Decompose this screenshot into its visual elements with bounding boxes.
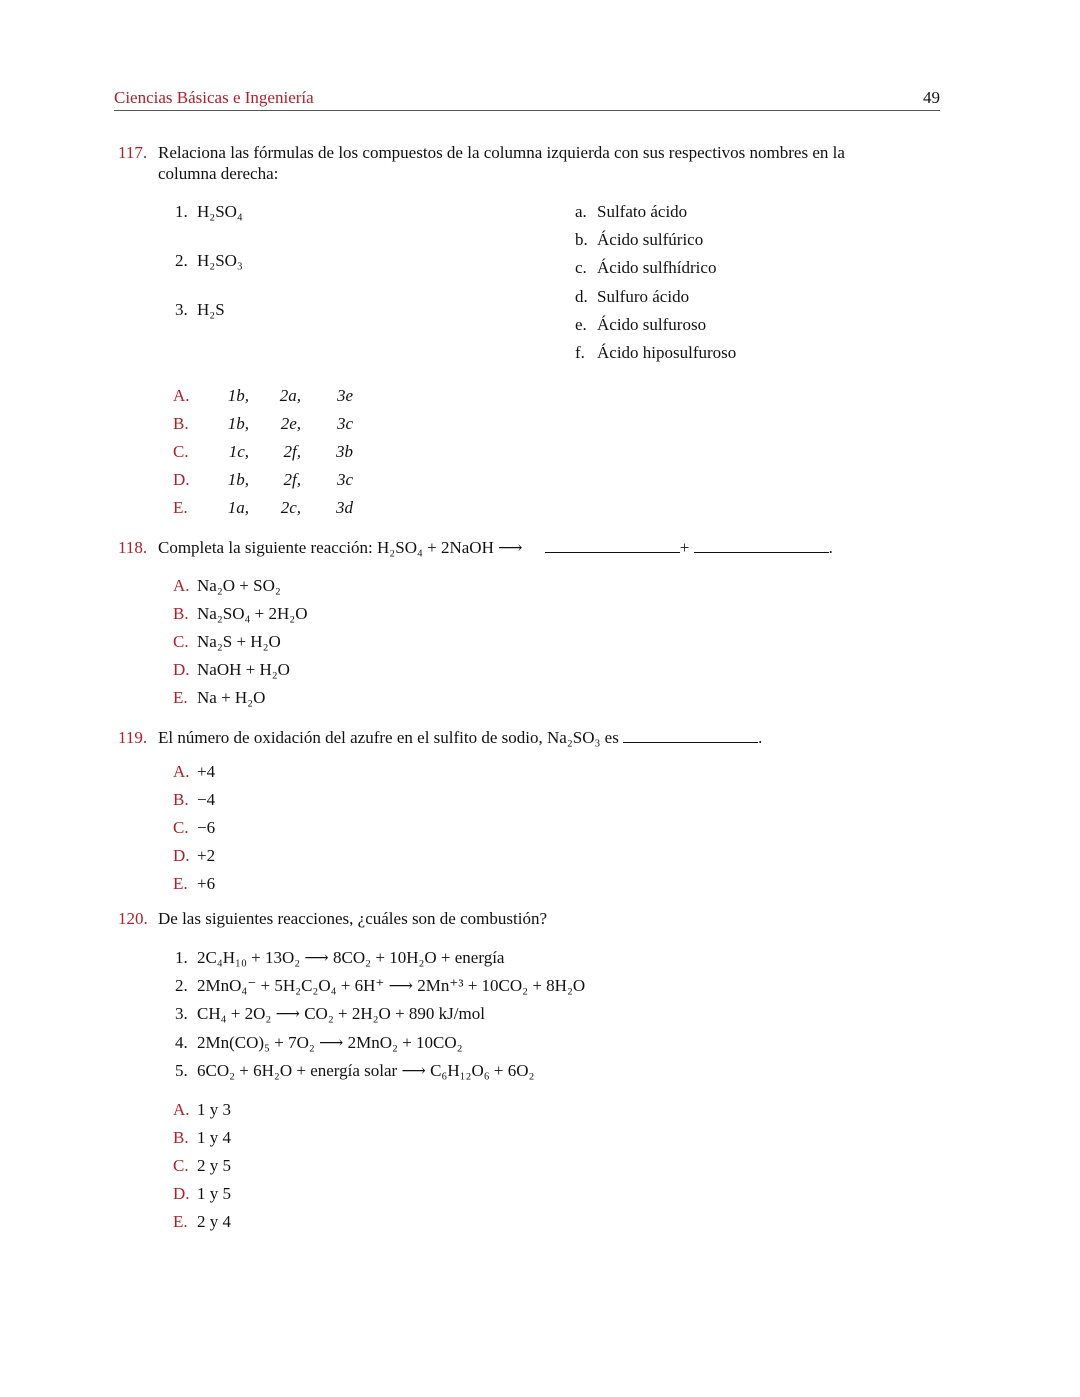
name-item-text: Sulfuro ácido (597, 287, 690, 306)
reaction-item-number: 2. (175, 976, 188, 995)
formula-item (175, 202, 243, 222)
reaction-item-text: 2Mn(CO)₅ + 7O₂ ⟶ 2MnO₂ + 10CO₂ (197, 1033, 463, 1052)
formula-item (175, 300, 225, 320)
option-label: E. (173, 1212, 188, 1231)
q117-option[interactable] (173, 386, 353, 406)
name-item (575, 343, 736, 363)
q120-option[interactable] (173, 1156, 231, 1176)
option-c2: 2f, (283, 442, 301, 461)
option-c2: 2f, (283, 470, 301, 489)
name-item (575, 258, 716, 278)
reaction-item-number: 5. (175, 1061, 188, 1080)
reaction-item (175, 948, 504, 968)
question-119-text (158, 728, 762, 748)
name-item-text: Sulfato ácido (597, 202, 688, 221)
q119-option[interactable] (173, 846, 215, 866)
q117-option[interactable] (173, 498, 353, 518)
option-c3: 3d (336, 498, 353, 517)
option-label: D. (173, 660, 190, 679)
q119-option[interactable] (173, 874, 215, 894)
option-text: 1 y 5 (197, 1184, 231, 1203)
option-c3: 3c (336, 414, 353, 433)
option-text: Na₂O + SO₂ (197, 576, 281, 595)
option-c1: 1a, (227, 498, 249, 517)
option-label: E. (173, 498, 188, 517)
option-text: +2 (197, 846, 216, 865)
option-label: A. (173, 576, 190, 595)
reaction-item-number: 1. (175, 948, 188, 967)
option-label: B. (173, 1128, 189, 1147)
option-text: Na₂S + H₂O (197, 632, 281, 651)
formula-item-number: 2. (175, 251, 188, 270)
page-number: 49 (923, 88, 940, 107)
reaction-item (175, 1033, 463, 1053)
option-label: B. (173, 604, 189, 623)
name-item-text: Ácido sulfúrico (597, 230, 704, 249)
answer-blank-1 (545, 538, 680, 553)
q118-option[interactable] (173, 576, 281, 596)
name-item-number: a. (575, 202, 587, 221)
name-item (575, 315, 706, 335)
page-header (114, 88, 940, 111)
option-label: B. (173, 790, 189, 809)
option-text: Na₂SO₄ + 2H₂O (197, 604, 308, 623)
q118-option[interactable] (173, 632, 281, 652)
name-item-number: f. (575, 343, 585, 362)
option-c2: 2a, (279, 386, 301, 405)
option-c1: 1b, (227, 470, 249, 489)
option-label: C. (173, 818, 189, 837)
name-item-text: Ácido sulfuroso (597, 315, 707, 334)
option-label: D. (173, 1184, 190, 1203)
q118-option[interactable] (173, 688, 265, 708)
option-label: C. (173, 632, 189, 651)
question-117-text-cont: columna derecha: (158, 164, 279, 183)
option-c2: 2c, (280, 498, 301, 517)
answer-blank (623, 728, 758, 743)
option-text: 1 y 3 (197, 1100, 231, 1119)
name-item-number: d. (575, 287, 588, 306)
q117-option[interactable] (173, 470, 353, 490)
formula-item-text: H₂S (197, 300, 225, 319)
option-label: A. (173, 1100, 190, 1119)
formula-item-text: H₂SO₄ (197, 202, 243, 221)
name-item (575, 202, 687, 222)
option-text: 1 y 4 (197, 1128, 231, 1147)
q120-option[interactable] (173, 1184, 231, 1204)
q120-option[interactable] (173, 1128, 231, 1148)
option-c1: 1c, (228, 442, 249, 461)
option-c1: 1b, (227, 414, 249, 433)
option-c3: 3c (336, 470, 353, 489)
option-label: E. (173, 874, 188, 893)
formula-item (175, 251, 243, 271)
option-label: C. (173, 442, 189, 461)
option-text: +6 (197, 874, 216, 893)
option-label: E. (173, 688, 188, 707)
q118-option[interactable] (173, 660, 290, 680)
reaction-item (175, 976, 585, 996)
header-title: Ciencias Básicas e Ingeniería (114, 88, 314, 107)
option-label: C. (173, 1156, 189, 1175)
option-text: −4 (197, 790, 216, 809)
reaction-item (175, 1004, 485, 1024)
reaction-item-number: 4. (175, 1033, 188, 1052)
reaction-item-text: 2C₄H₁₀ + 13O₂ ⟶ 8CO₂ + 10H₂O + energía (197, 948, 505, 967)
option-text: 2 y 4 (197, 1212, 231, 1231)
q120-option[interactable] (173, 1212, 231, 1232)
question-number-120: 120. (118, 909, 148, 928)
option-text: 2 y 5 (197, 1156, 231, 1175)
period: . (758, 728, 763, 747)
question-117-text: Relaciona las fórmulas de los compuestos de la columna izquierda con sus respectivos nombres en la (158, 143, 845, 162)
q119-option[interactable] (173, 762, 215, 782)
question-119-prompt: El número de oxidación del azufre en el sulfito de sodio, Na₂SO₃ es (158, 728, 619, 747)
formula-item-text: H₂SO₃ (197, 251, 243, 270)
option-text: +4 (197, 762, 216, 781)
option-label: A. (173, 386, 190, 405)
question-number-117: 117. (118, 143, 148, 162)
option-label: A. (173, 762, 190, 781)
formula-item-number: 3. (175, 300, 188, 319)
reaction-item-number: 3. (175, 1004, 188, 1023)
question-118-text (158, 538, 833, 558)
q118-option[interactable] (173, 604, 307, 624)
option-label: D. (173, 470, 190, 489)
formula-item-number: 1. (175, 202, 188, 221)
q117-option[interactable] (173, 414, 353, 434)
option-c1: 1b, (227, 386, 249, 405)
question-number-119: 119. (118, 728, 148, 747)
option-text: Na + H₂O (197, 688, 266, 707)
name-item-number: c. (575, 258, 587, 277)
option-label: B. (173, 414, 189, 433)
option-label: D. (173, 846, 190, 865)
question-number-118: 118. (118, 538, 148, 557)
option-text: −6 (197, 818, 216, 837)
name-item-number: b. (575, 230, 588, 249)
period: . (828, 538, 833, 557)
q120-option[interactable] (173, 1100, 231, 1120)
option-c3: 3e (336, 386, 353, 405)
name-item-text: Ácido hiposulfuroso (597, 343, 737, 362)
name-item-number: e. (575, 315, 587, 334)
reaction-item-text: 2MnO₄⁻ + 5H₂C₂O₄ + 6H⁺ ⟶ 2Mn⁺³ + 10CO₂ + 8H₂O (197, 976, 586, 995)
answer-blank-2 (694, 538, 829, 553)
option-text: NaOH + H₂O (197, 660, 290, 679)
q117-option[interactable] (173, 442, 353, 462)
option-c3: 3b (336, 442, 353, 461)
plus-sign: + (679, 538, 690, 557)
question-120-text: De las siguientes reacciones, ¿cuáles son de combustión? (158, 909, 547, 928)
question-118-prompt: Completa la siguiente reacción: H₂SO₄ + 2NaOH ⟶ (158, 538, 523, 557)
reaction-item-text: 6CO₂ + 6H₂O + energía solar ⟶ C₆H₁₂O₆ + 6O₂ (197, 1061, 535, 1080)
name-item-text: Ácido sulfhídrico (597, 258, 717, 277)
q119-option[interactable] (173, 790, 215, 810)
q119-option[interactable] (173, 818, 215, 838)
option-c2: 2e, (280, 414, 301, 433)
reaction-item (175, 1061, 534, 1081)
reaction-item-text: CH₄ + 2O₂ ⟶ CO₂ + 2H₂O + 890 kJ/mol (197, 1004, 485, 1023)
name-item (575, 230, 703, 250)
name-item (575, 287, 689, 307)
